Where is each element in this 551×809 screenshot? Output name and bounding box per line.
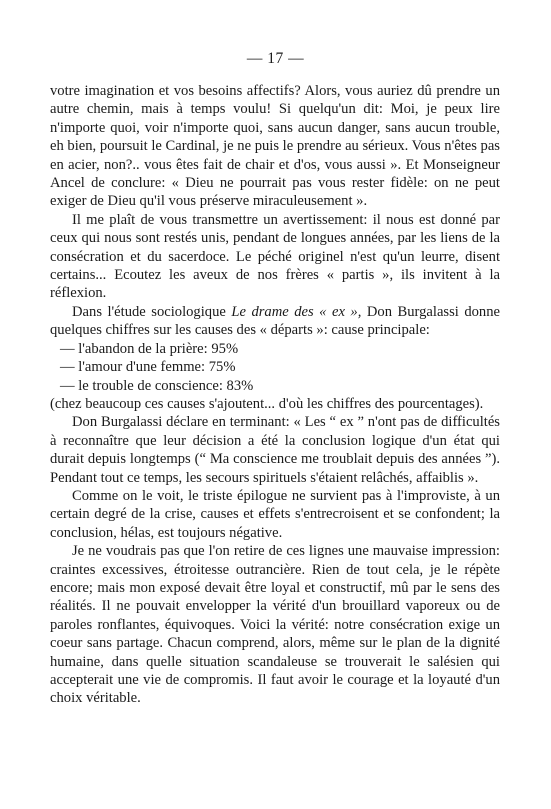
paragraph-epilogue: Comme on le voit, le triste épilogue ne survient pas à l'improviste, à un certain degré de la crise, causes et effets s'entrecroisent et se confondent; la conclusion, hélas, est toujours négative. xyxy=(50,487,500,541)
list-item: — le trouble de conscience: 83% xyxy=(60,377,254,394)
paragraph-percentages-note: (chez beaucoup ces causes s'ajoutent... d'où les chiffres des pourcentages). xyxy=(50,395,484,412)
study-intro-text: Dans l'étude sociologique xyxy=(72,303,232,320)
paragraph-burgalassi-conclusion: Don Burgalassi déclare en terminant: « Les “ ex ” n'ont pas de difficultés à reconnaître que leur décision a été la conclusion logique d'un état qui durait depuis longtemps (“ Ma conscience me troublait depuis des années ”). Pendant tout ce temps, les secours spirituels s'étaient relâchés, affaiblis ». xyxy=(50,414,500,486)
body-text xyxy=(50,82,500,708)
page-number: — 17 — xyxy=(246,50,305,67)
paragraph-warning: Il me plaît de vous transmettre un avertissement: il nous est donné par ceux qui nous sont restés unis, pendant de longues années, par les liens de la consécration et du sacerdoce. Le péché originel n'est qu'un leurre, disent certains... Ecoutez les aveux de nos frères « partis », ils invitent à la réflexion. xyxy=(50,211,500,302)
study-outro-text: Don Burgalassi donne quelques chiffres sur les causes des « départs »: cause principale: xyxy=(50,303,501,339)
paragraph-final: Je ne voudrais pas que l'on retire de ces lignes une mauvaise impression: craintes excessives, étroitesse outrancière. Rien de tout cela, je le répète encore; mais mon exposé devait être loyal et constructif, mû par le sens des réalités. Il ne pouvait envelopper la vérité d'un brouillard vaporeux ou de paroles ronflantes, équivoques. Voici la vérité: notre consécration exige un coeur sans partage. Chacun comprend, alors, même sur le plan de la dignité humaine, dans quelle situation scandaleuse se trouverait le salésien qui accepterait une vie de compromis. Il faut avoir le courage et la loyauté d'un choix véritable. xyxy=(50,543,500,707)
list-item: — l'abandon de la prière: 95% xyxy=(60,340,239,357)
paragraph-sociological-study xyxy=(50,303,500,340)
study-title: Le drame des « ex », xyxy=(231,303,362,320)
list-item: — l'amour d'une femme: 75% xyxy=(60,359,236,376)
paragraph-cardinal-quote: votre imagination et vos besoins affectifs? Alors, vous auriez dû prendre un autre chemin, mais à temps voulu! Si quelqu'un dit: Moi, je peux lire n'importe quoi, voir n'importe quoi, sans aucun danger, sans aucun trouble, eh bien, poursuit le Cardinal, je ne puis le prendre au sérieux. Vous n'êtes pas en acier, non?.. vous êtes fait de chair et d'os, vous aussi ». Et Monseigneur Ancel de conclure: « Dieu ne pourrait pas vous rester fidèle: on ne peut exiger de Dieu qu'il vous préserve miraculeusement ». xyxy=(50,83,500,210)
